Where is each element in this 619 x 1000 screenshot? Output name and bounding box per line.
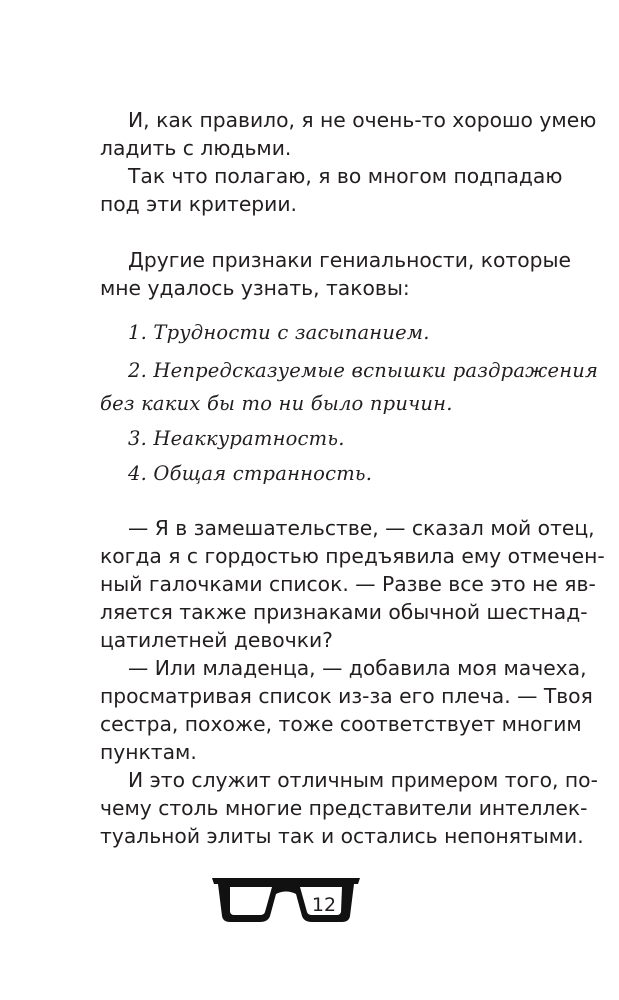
paragraph-line: И, как правило, я не очень-то хорошо умею xyxy=(128,108,597,132)
paragraph-line: пунктам. xyxy=(100,740,197,764)
paragraph-line: чему столь многие представители интеллек- xyxy=(100,796,588,820)
page-number: 12 xyxy=(311,894,337,916)
paragraph-line: цатилетней девочки? xyxy=(100,628,333,652)
paragraph-line: — Или младенца, — добавила моя мачеха, xyxy=(128,656,587,680)
paragraph-line: Другие признаки гениальности, которые xyxy=(128,248,572,272)
paragraph-line: ляется также признаками обычной шестнад- xyxy=(100,600,588,624)
paragraph-line: под эти критерии. xyxy=(100,192,297,216)
paragraph-line: просматривая список из-за его плеча. — Твоя xyxy=(100,684,593,708)
list-item-3: 3. Неаккуратность. xyxy=(128,427,345,450)
paragraph-line: туальной элиты так и остались непонятыми. xyxy=(100,824,584,848)
list-item-2-line-2: без каких бы то ни было причин. xyxy=(100,392,453,415)
paragraph-line: ладить с людьми. xyxy=(100,136,292,160)
paragraph-line: когда я с гордостью предъявила ему отмечен- xyxy=(100,544,605,568)
list-item-2-line-1: 2. Непредсказуемые вспышки раздражения xyxy=(128,359,599,382)
paragraph-line: Так что полагаю, я во многом подпадаю xyxy=(128,164,563,188)
paragraph-line: мне удалось узнать, таковы: xyxy=(100,276,410,300)
paragraph-line: сестра, похоже, тоже соответствует многим xyxy=(100,712,582,736)
paragraph-line: — Я в замешательстве, — сказал мой отец, xyxy=(128,516,595,540)
paragraph-line: ный галочками список. — Разве все это не яв- xyxy=(100,572,596,596)
list-item-1: 1. Трудности с засыпанием. xyxy=(128,321,430,344)
list-item-4: 4. Общая странность. xyxy=(128,462,373,485)
paragraph-line: И это служит отличным примером того, по- xyxy=(128,768,598,792)
